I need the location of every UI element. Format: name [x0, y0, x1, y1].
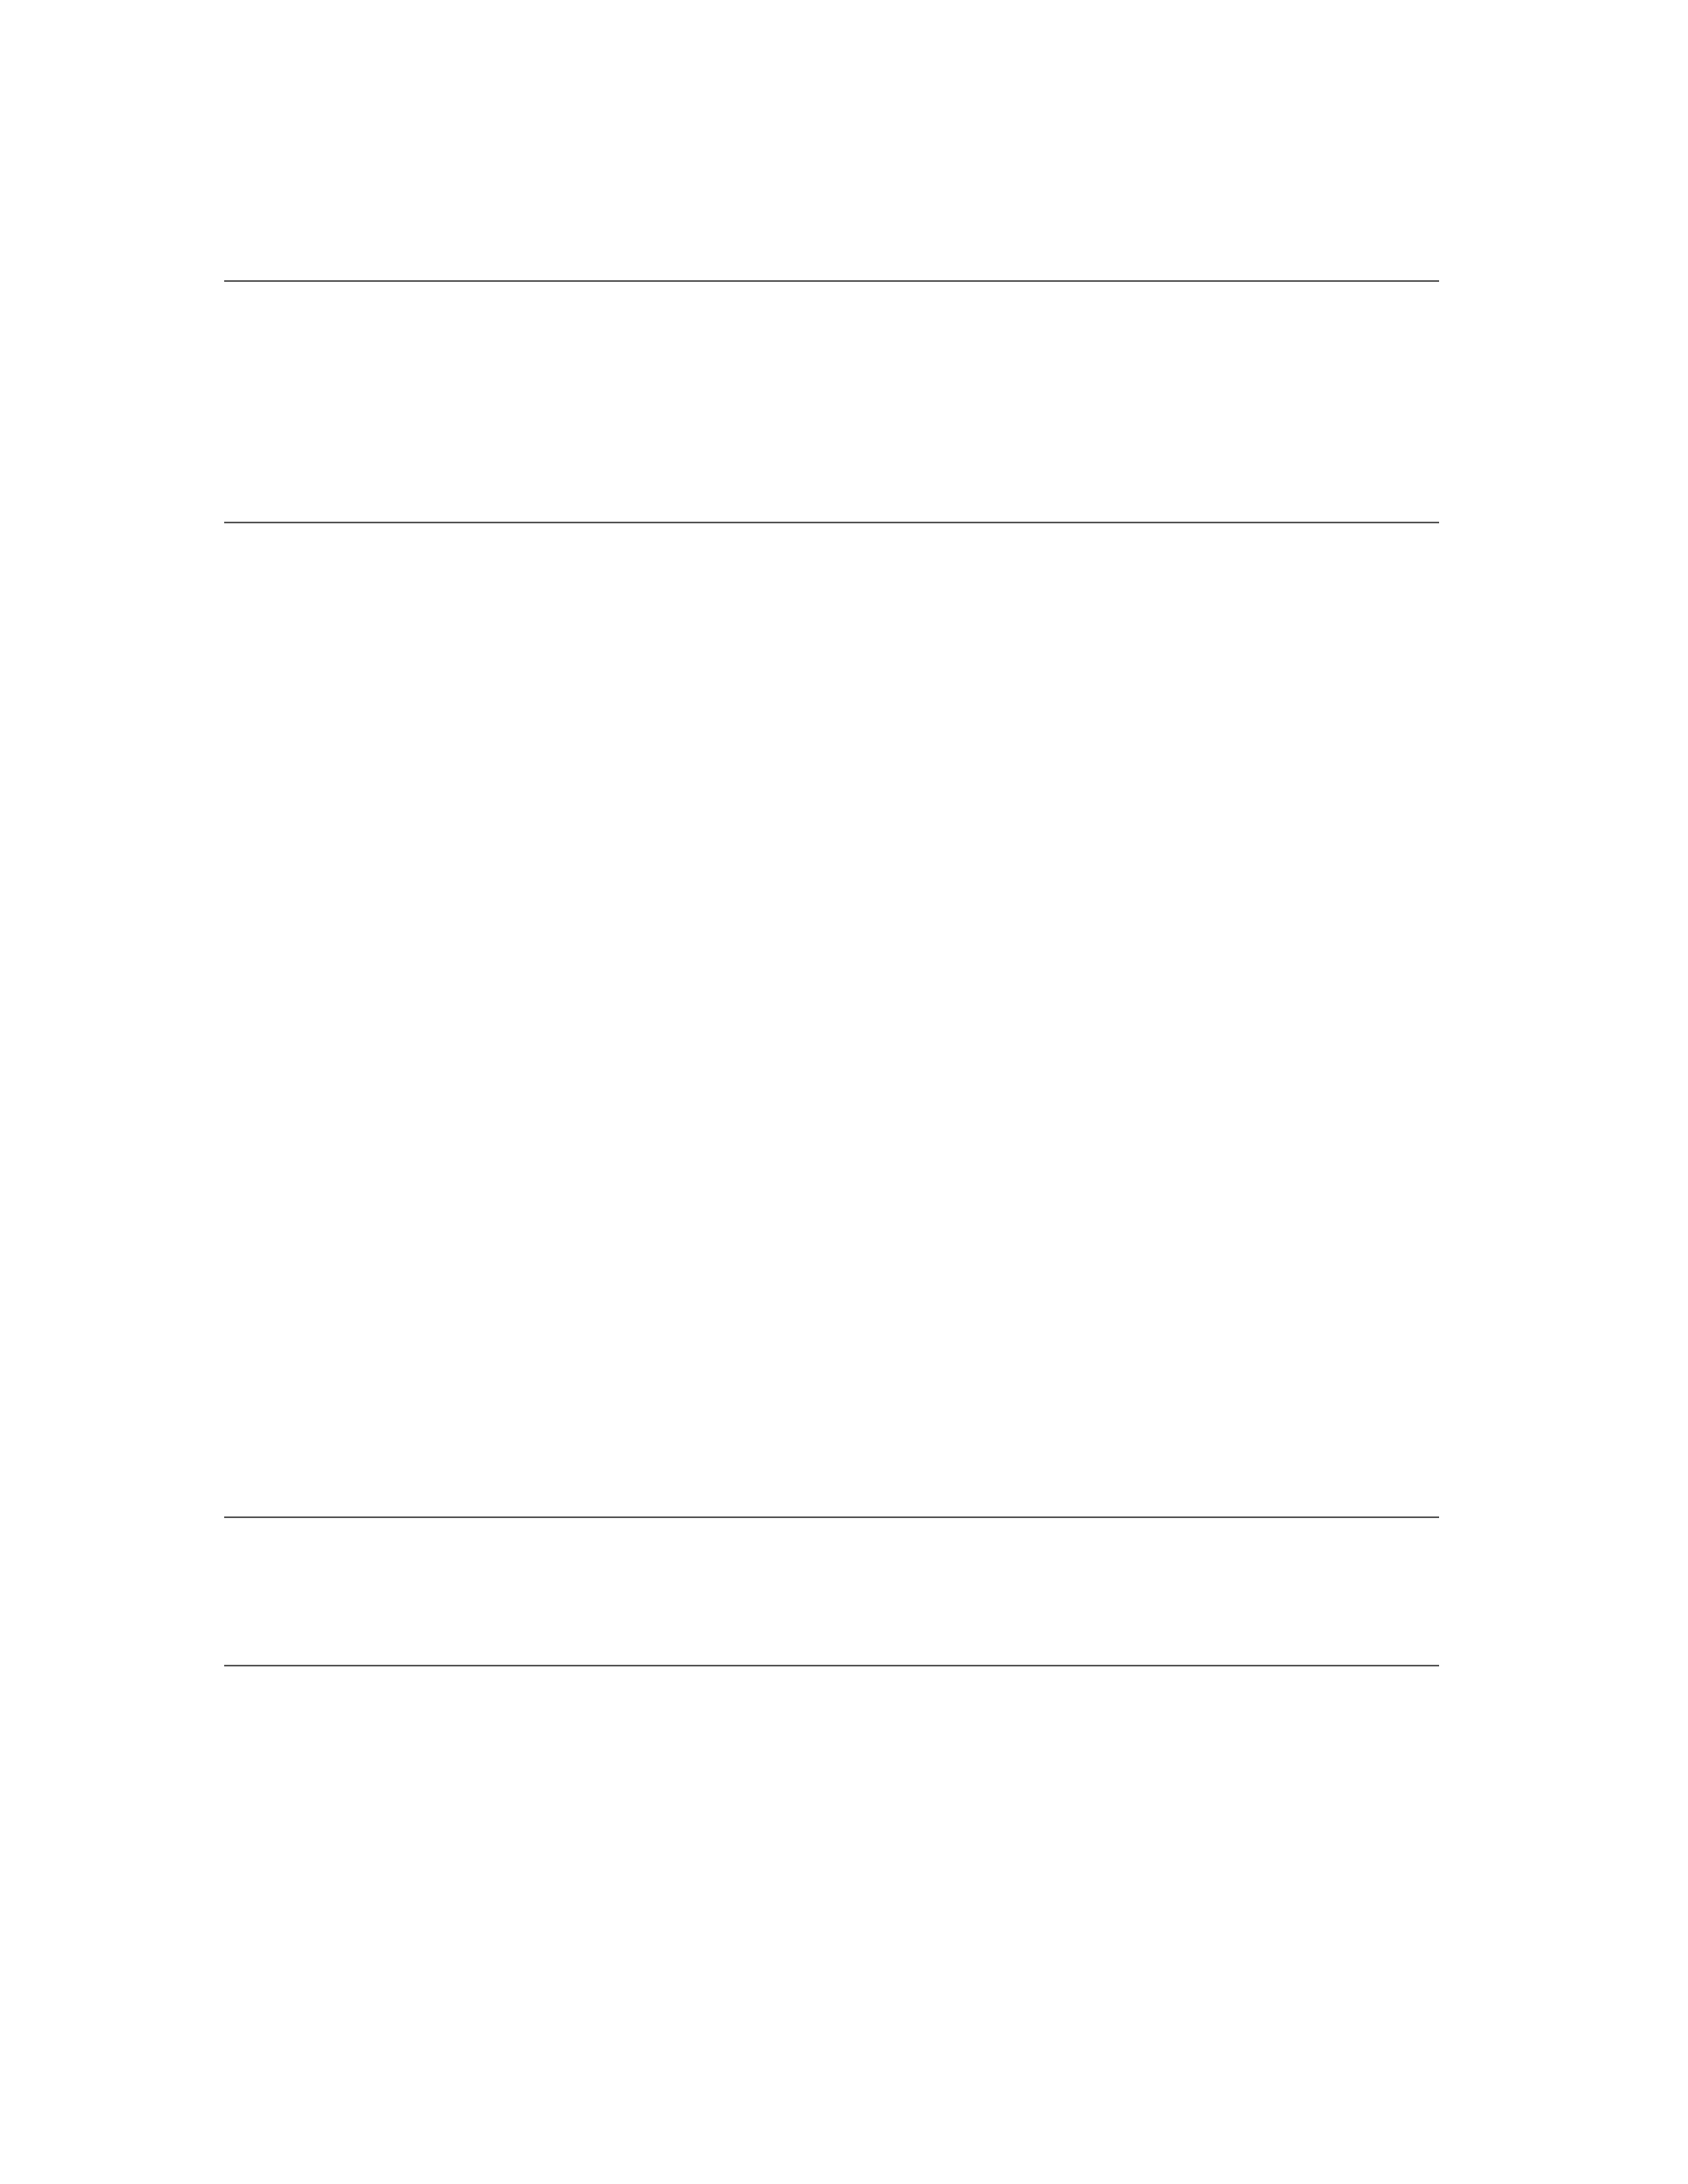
divider [224, 522, 1439, 523]
section-personligt [231, 1624, 1439, 1666]
section-heading [231, 480, 1439, 522]
section-sprakkunskaper [231, 1475, 1439, 1518]
divider [224, 1665, 1439, 1666]
section-heading [231, 1475, 1439, 1516]
section-heading [231, 1624, 1439, 1665]
section-heading [231, 239, 1439, 280]
section-ovrig-utbildning [231, 480, 1439, 523]
divider [224, 280, 1439, 282]
section-utbildning [231, 239, 1439, 282]
divider [224, 1516, 1439, 1518]
